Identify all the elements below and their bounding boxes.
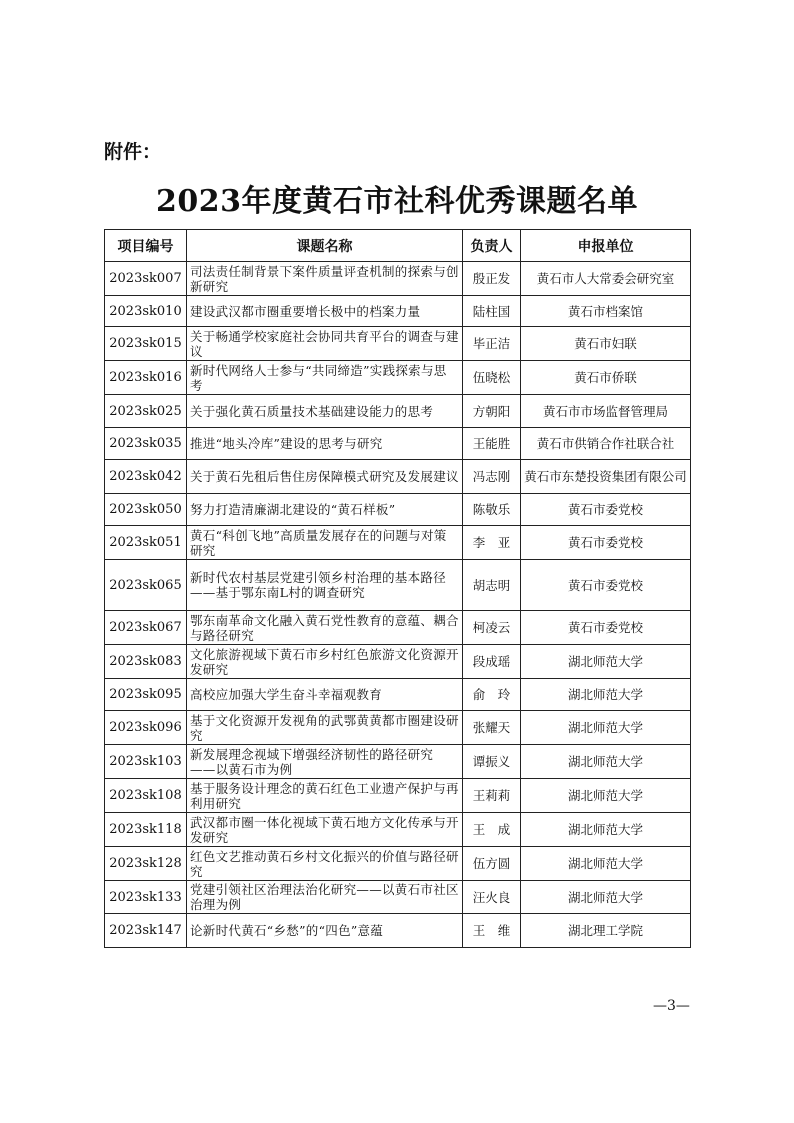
row-code: 2023sk096 [105,711,187,745]
row-person: 陆柱国 [463,296,521,327]
row-unit: 湖北师范大学 [521,847,691,881]
page-number: —3— [653,998,690,1014]
row-person: 王莉莉 [463,779,521,813]
row-person: 殷正发 [463,262,521,296]
row-code: 2023sk133 [105,881,187,914]
row-person: 张耀天 [463,711,521,745]
row-unit: 湖北师范大学 [521,813,691,847]
header-unit: 申报单位 [521,230,691,262]
row-person: 李 亚 [463,526,521,560]
row-unit: 黄石市委党校 [521,560,691,611]
row-unit: 黄石市人大常委会研究室 [521,262,691,296]
row-unit: 黄石市档案馆 [521,296,691,327]
row-topic: 新时代网络人士参与“共同缔造”实践探索与思考 [187,361,463,395]
row-person: 王 维 [463,914,521,948]
table-row [105,745,691,779]
attachment-label: 附件： [104,141,162,163]
row-code: 2023sk050 [105,494,187,526]
row-unit: 黄石市侨联 [521,361,691,395]
row-code: 2023sk147 [105,914,187,948]
header-code: 项目编号 [105,230,187,262]
row-person: 汪火良 [463,881,521,914]
table-row [105,679,691,711]
row-code: 2023sk016 [105,361,187,395]
row-unit: 黄石市市场监督管理局 [521,395,691,428]
table-row [105,526,691,560]
row-unit: 湖北师范大学 [521,645,691,679]
row-person: 俞 玲 [463,679,521,711]
table-row [105,494,691,526]
table-row [105,881,691,914]
row-topic: 武汉都市圈一体化视域下黄石地方文化传承与开发研究 [187,813,463,847]
row-person: 王 成 [463,813,521,847]
table-row [105,327,691,361]
row-topic: 新发展理念视域下增强经济韧性的路径研究 ——以黄石市为例 [187,745,463,779]
table-row [105,395,691,428]
row-person: 伍晓松 [463,361,521,395]
table-row [105,428,691,460]
row-code: 2023sk103 [105,745,187,779]
row-topic: 党建引领社区治理法治化研究——以黄石市社区治理为例 [187,881,463,914]
row-code: 2023sk042 [105,460,187,494]
row-topic: 司法责任制背景下案件质量评查机制的探索与创新研究 [187,262,463,296]
row-topic: 新时代农村基层党建引领乡村治理的基本路径 ——基于鄂东南L村的调查研究 [187,560,463,611]
row-person: 冯志刚 [463,460,521,494]
row-unit: 黄石市供销合作社联合社 [521,428,691,460]
row-topic: 黄石“科创飞地”高质量发展存在的问题与对策研究 [187,526,463,560]
row-topic: 鄂东南革命文化融入黄石党性教育的意蕴、耦合与路径研究 [187,611,463,645]
document-title: 2023年度黄石市社科优秀课题名单 [156,184,638,219]
row-unit: 湖北师范大学 [521,779,691,813]
row-code: 2023sk067 [105,611,187,645]
row-topic: 建设武汉都市圈重要增长极中的档案力量 [187,296,463,327]
row-topic: 高校应加强大学生奋斗幸福观教育 [187,679,463,711]
table-header-row [105,230,691,262]
row-topic: 文化旅游视域下黄石市乡村红色旅游文化资源开发研究 [187,645,463,679]
table-row [105,262,691,296]
row-unit: 黄石市妇联 [521,327,691,361]
header-person: 负责人 [463,230,521,262]
row-unit: 黄石市委党校 [521,526,691,560]
row-unit: 黄石市委党校 [521,611,691,645]
table-row [105,361,691,395]
row-person: 方朝阳 [463,395,521,428]
row-topic: 关于黄石先租后售住房保障模式研究及发展建议 [187,460,463,494]
row-person: 柯凌云 [463,611,521,645]
table-row [105,645,691,679]
row-code: 2023sk095 [105,679,187,711]
row-code: 2023sk015 [105,327,187,361]
row-person: 王能胜 [463,428,521,460]
row-topic: 关于畅通学校家庭社会协同共育平台的调查与建议 [187,327,463,361]
table-row [105,460,691,494]
table-row [105,711,691,745]
table-row [105,813,691,847]
row-unit: 湖北理工学院 [521,914,691,948]
row-topic: 红色文艺推动黄石乡村文化振兴的价值与路径研究 [187,847,463,881]
topic-list-table [104,229,691,948]
row-unit: 黄石市委党校 [521,494,691,526]
row-code: 2023sk118 [105,813,187,847]
row-topic: 基于服务设计理念的黄石红色工业遗产保护与再利用研究 [187,779,463,813]
table-row [105,847,691,881]
row-person: 毕正洁 [463,327,521,361]
row-unit: 湖北师范大学 [521,745,691,779]
row-code: 2023sk128 [105,847,187,881]
header-topic: 课题名称 [187,230,463,262]
row-code: 2023sk035 [105,428,187,460]
row-topic: 努力打造清廉湖北建设的“黄石样板” [187,494,463,526]
row-person: 伍方圆 [463,847,521,881]
table-row [105,611,691,645]
row-topic: 关于强化黄石质量技术基础建设能力的思考 [187,395,463,428]
row-code: 2023sk007 [105,262,187,296]
table-row [105,914,691,948]
row-code: 2023sk065 [105,560,187,611]
row-person: 胡志明 [463,560,521,611]
row-unit: 湖北师范大学 [521,881,691,914]
row-topic: 推进“地头冷库”建设的思考与研究 [187,428,463,460]
row-code: 2023sk083 [105,645,187,679]
row-topic: 基于文化资源开发视角的武鄂黄黄都市圈建设研究 [187,711,463,745]
row-person: 段成瑶 [463,645,521,679]
row-code: 2023sk108 [105,779,187,813]
row-unit: 湖北师范大学 [521,711,691,745]
row-code: 2023sk025 [105,395,187,428]
row-code: 2023sk051 [105,526,187,560]
row-person: 谭振义 [463,745,521,779]
table-row [105,296,691,327]
row-code: 2023sk010 [105,296,187,327]
row-person: 陈敬乐 [463,494,521,526]
row-topic: 论新时代黄石“乡愁”的“四色”意蕴 [187,914,463,948]
table-row [105,560,691,611]
row-unit: 湖北师范大学 [521,679,691,711]
row-unit: 黄石市东楚投资集团有限公司 [521,460,691,494]
table-row [105,779,691,813]
